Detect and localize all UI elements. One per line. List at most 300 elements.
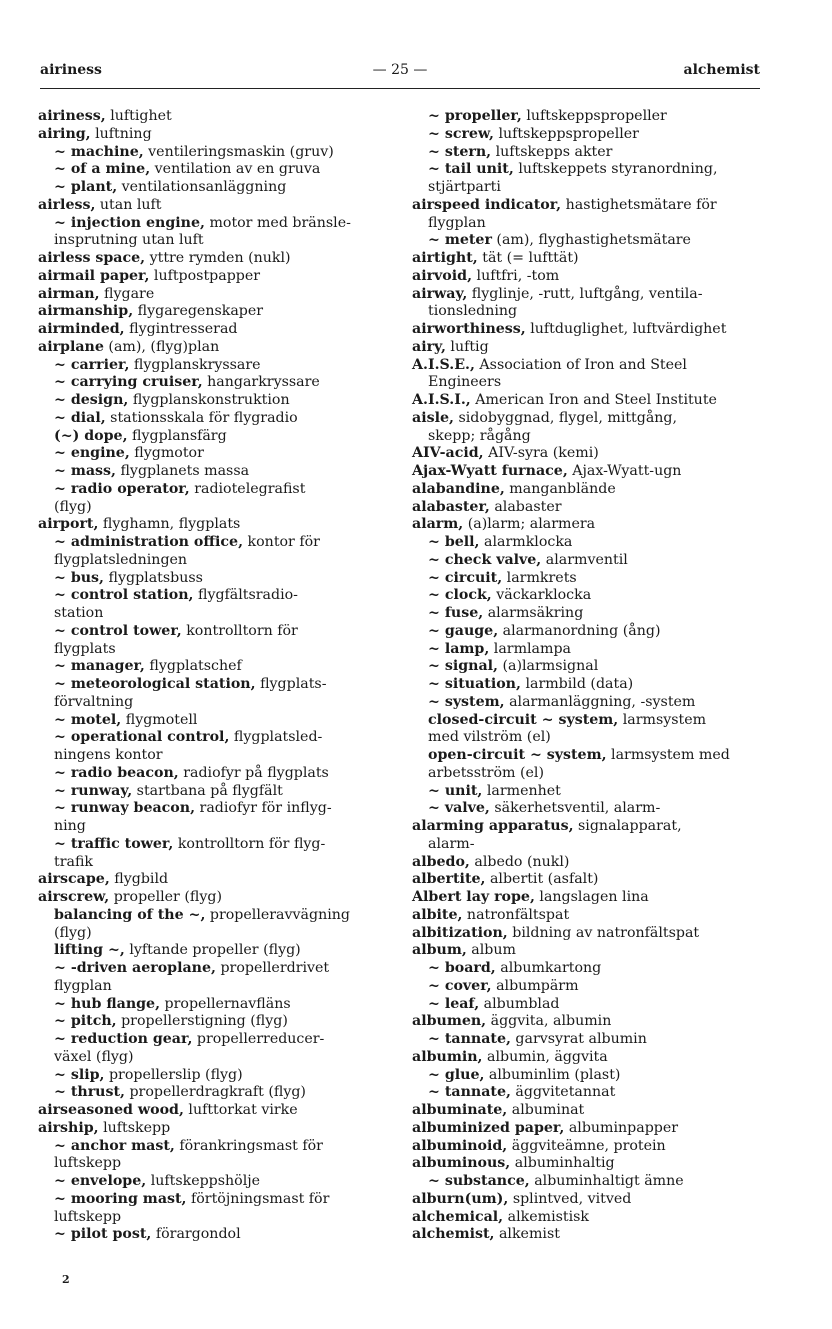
dictionary-entry bbox=[412, 463, 764, 481]
dictionary-entry bbox=[412, 1049, 764, 1067]
headword: ~ gauge, bbox=[428, 622, 499, 639]
dictionary-entry bbox=[38, 1173, 388, 1191]
dictionary-entry bbox=[38, 463, 388, 481]
translation: propellerstigning (flyg) bbox=[116, 1013, 288, 1030]
headword: ~ hub flange, bbox=[54, 995, 161, 1012]
headword: ~ meteorological station, bbox=[54, 676, 256, 692]
translation: flygplats bbox=[54, 640, 116, 657]
entry-continuation bbox=[412, 303, 764, 321]
entry-continuation bbox=[38, 854, 388, 872]
headword: albuminate, bbox=[412, 1102, 508, 1118]
translation: propellerdrivet bbox=[215, 960, 330, 976]
entry-continuation bbox=[412, 836, 764, 854]
translation: alarmanordning (ång) bbox=[498, 622, 661, 639]
headword: airmail paper, bbox=[38, 267, 150, 284]
dictionary-entry bbox=[412, 1084, 764, 1102]
dictionary-entry bbox=[412, 197, 764, 215]
dictionary-entry bbox=[412, 818, 764, 836]
dictionary-entry bbox=[38, 108, 388, 126]
translation: flygplanskryssare bbox=[129, 356, 261, 373]
dictionary-entry bbox=[412, 960, 764, 978]
translation: albumblad bbox=[479, 995, 560, 1012]
dictionary-entry bbox=[412, 676, 764, 694]
dictionary-entry bbox=[38, 1226, 388, 1244]
headword: ~ check valve, bbox=[428, 551, 542, 568]
headword: ~ tannate, bbox=[428, 1084, 511, 1101]
translation: förvaltning bbox=[54, 693, 134, 710]
dictionary-entry bbox=[412, 357, 764, 375]
headword: ~ clock, bbox=[428, 587, 492, 604]
translation: flygmotor bbox=[129, 445, 204, 462]
translation: flygplanskonstruktion bbox=[128, 392, 290, 408]
translation: äggvita, albumin bbox=[486, 1013, 612, 1030]
headword: airspeed indicator, bbox=[412, 196, 562, 213]
translation: albuminpapper bbox=[564, 1119, 679, 1136]
translation: alkemistisk bbox=[503, 1208, 590, 1225]
header-right-guideword: alchemist bbox=[683, 62, 760, 78]
entry-continuation bbox=[412, 215, 764, 233]
translation: signalapparat, bbox=[573, 818, 682, 834]
headword: airscape, bbox=[38, 871, 110, 888]
dictionary-entry bbox=[412, 126, 764, 144]
dictionary-entry bbox=[412, 1102, 764, 1120]
dictionary-entry bbox=[412, 871, 764, 889]
headword: ~ runway, bbox=[54, 782, 133, 799]
translation: propellerdragkraft (flyg) bbox=[124, 1084, 306, 1101]
headword: ~ dial, bbox=[54, 409, 106, 426]
dictionary-entry bbox=[412, 925, 764, 943]
translation: tät (= lufttät) bbox=[477, 250, 579, 266]
headword: alarm, bbox=[412, 516, 464, 533]
translation: ventilationsanläggning bbox=[117, 179, 287, 195]
dictionary-entry bbox=[412, 1226, 764, 1244]
dictionary-entry bbox=[38, 481, 388, 499]
dictionary-entry bbox=[412, 712, 764, 730]
translation: hastighetsmätare för bbox=[561, 196, 717, 213]
entry-continuation bbox=[38, 747, 388, 765]
headword: albuminoid, bbox=[412, 1137, 508, 1154]
dictionary-entry bbox=[412, 570, 764, 588]
headword: airvoid, bbox=[412, 267, 473, 284]
translation: flygplansfärg bbox=[127, 427, 227, 444]
translation: luftskepp bbox=[98, 1119, 171, 1136]
headword: alabandine, bbox=[412, 480, 505, 497]
dictionary-entry bbox=[38, 445, 388, 463]
translation: natronfältspat bbox=[462, 906, 570, 923]
headword: ~ plant, bbox=[54, 179, 118, 195]
headword: album, bbox=[412, 942, 467, 959]
headword: airiness, bbox=[38, 108, 106, 124]
dictionary-entry bbox=[38, 374, 388, 392]
headword: ~ situation, bbox=[428, 676, 521, 692]
headword: lifting ~, bbox=[54, 942, 125, 959]
header-rule bbox=[40, 88, 760, 89]
dictionary-entry bbox=[412, 694, 764, 712]
translation: AIV-syra (kemi) bbox=[483, 445, 599, 462]
headword: ~ tail unit, bbox=[428, 161, 514, 178]
headword: albumin, bbox=[412, 1048, 483, 1065]
dictionary-entry bbox=[412, 1067, 764, 1085]
translation: larmenhet bbox=[482, 782, 561, 799]
headword: ~ tannate, bbox=[428, 1031, 511, 1047]
headword: closed-circuit ~ system, bbox=[428, 711, 619, 728]
translation: flygare bbox=[99, 285, 155, 302]
dictionary-entry bbox=[38, 889, 388, 907]
entry-continuation bbox=[38, 232, 388, 250]
dictionary-entry bbox=[412, 978, 764, 996]
translation: luftpostpapper bbox=[149, 267, 261, 284]
translation: propellerslip (flyg) bbox=[104, 1066, 243, 1083]
headword: ~ propeller, bbox=[428, 108, 522, 124]
dictionary-entry bbox=[412, 552, 764, 570]
headword: airtight, bbox=[412, 250, 478, 266]
headword: ~ design, bbox=[54, 392, 129, 408]
headword: alburn(um), bbox=[412, 1190, 509, 1207]
headword: ~ screw, bbox=[428, 125, 494, 142]
translation: albuminlim (plast) bbox=[484, 1066, 621, 1083]
headword: AIV-acid, bbox=[412, 445, 484, 462]
dictionary-entry bbox=[412, 747, 764, 765]
headword: ~ leaf, bbox=[428, 995, 480, 1012]
translation: utan luft bbox=[95, 196, 162, 213]
translation: luftning bbox=[90, 125, 152, 142]
translation: luftskepp bbox=[54, 1155, 122, 1172]
headword: airseasoned wood, bbox=[38, 1102, 184, 1118]
translation: Ajax-Wyatt-ugn bbox=[567, 463, 682, 479]
translation: garvsyrat albumin bbox=[510, 1031, 647, 1047]
dictionary-entry bbox=[412, 534, 764, 552]
translation: larmlampa bbox=[489, 640, 572, 657]
translation: stjärtparti bbox=[428, 179, 501, 195]
entry-continuation bbox=[412, 428, 764, 446]
translation: kontrolltorn för flyg- bbox=[173, 835, 326, 852]
translation: flygplan bbox=[54, 977, 112, 994]
dictionary-entry bbox=[38, 907, 388, 925]
dictionary-entry bbox=[38, 996, 388, 1014]
dictionary-entry bbox=[38, 144, 388, 162]
dictionary-entry bbox=[38, 197, 388, 215]
translation: med vilström (el) bbox=[428, 729, 551, 746]
translation: hangarkryssare bbox=[202, 374, 320, 391]
dictionary-entry bbox=[412, 854, 764, 872]
translation: station bbox=[54, 605, 104, 621]
headword: ~ glue, bbox=[428, 1066, 485, 1083]
dictionary-entry bbox=[412, 499, 764, 517]
translation: flyghamn, flygplats bbox=[98, 516, 241, 533]
translation: växel (flyg) bbox=[54, 1048, 134, 1065]
translation: album bbox=[466, 942, 516, 959]
headword: airworthiness, bbox=[412, 321, 526, 337]
translation: äggviteämne, protein bbox=[507, 1137, 666, 1154]
translation: flygintresserad bbox=[124, 321, 238, 337]
headword: ~ board, bbox=[428, 960, 496, 976]
translation: förtöjningsmast för bbox=[186, 1190, 330, 1207]
translation: alarmsäkring bbox=[483, 605, 584, 621]
right-column bbox=[412, 108, 764, 1244]
translation: ventilation av en gruva bbox=[150, 161, 321, 178]
translation: kontrolltorn för bbox=[181, 622, 298, 639]
headword: airplane bbox=[38, 338, 104, 355]
headword: airing, bbox=[38, 125, 91, 142]
entry-continuation bbox=[38, 1049, 388, 1067]
dictionary-entry bbox=[38, 215, 388, 233]
translation: sidobyggnad, flygel, mittgång, bbox=[453, 409, 678, 426]
entry-continuation bbox=[38, 694, 388, 712]
entry-continuation bbox=[412, 765, 764, 783]
dictionary-entry bbox=[38, 357, 388, 375]
dictionary-entry bbox=[412, 641, 764, 659]
translation: radiofyr på flygplats bbox=[178, 764, 329, 781]
translation: lyftande propeller (flyg) bbox=[124, 942, 301, 959]
headword: ~ mooring mast, bbox=[54, 1190, 187, 1207]
headword: ~ engine, bbox=[54, 445, 130, 462]
translation: flygbild bbox=[109, 871, 169, 888]
headword: ~ of a mine, bbox=[54, 161, 151, 178]
headword: ~ pilot post, bbox=[54, 1226, 152, 1243]
translation: flygmotell bbox=[121, 711, 198, 728]
headword: ~ unit, bbox=[428, 782, 483, 799]
headword: airmanship, bbox=[38, 303, 134, 320]
dictionary-entry bbox=[38, 161, 388, 179]
translation: albertit (asfalt) bbox=[485, 871, 599, 888]
dictionary-entry bbox=[38, 942, 388, 960]
translation: larmbild (data) bbox=[520, 676, 634, 692]
headword: ~ bus, bbox=[54, 569, 104, 586]
headword: Albert lay rope, bbox=[412, 889, 535, 905]
dictionary-entry bbox=[412, 783, 764, 801]
translation: ning bbox=[54, 818, 86, 834]
headword: albitization, bbox=[412, 924, 508, 941]
headword: aisle, bbox=[412, 409, 454, 426]
dictionary-entry bbox=[412, 1013, 764, 1031]
dictionary-entry bbox=[412, 1155, 764, 1173]
entry-continuation bbox=[412, 374, 764, 392]
headword: ~ radio beacon, bbox=[54, 764, 179, 781]
headword: ~ thrust, bbox=[54, 1084, 125, 1101]
translation: bildning av natronfältspat bbox=[507, 924, 700, 941]
headword: alabaster, bbox=[412, 498, 490, 515]
translation: kontor för bbox=[243, 534, 320, 550]
translation: luftduglighet, luftvärdighet bbox=[525, 321, 727, 337]
translation: alarm- bbox=[428, 835, 475, 852]
translation: säkerhetsventil, alarm- bbox=[489, 800, 661, 817]
headword: balancing of the ~, bbox=[54, 906, 206, 923]
headword: ~ carrier, bbox=[54, 356, 130, 373]
translation: larmsystem bbox=[618, 711, 707, 728]
translation: arbetsström (el) bbox=[428, 764, 544, 781]
dictionary-entry bbox=[412, 232, 764, 250]
translation: stationsskala för flygradio bbox=[105, 409, 298, 426]
headword: ~ system, bbox=[428, 693, 505, 710]
headword: albumen, bbox=[412, 1013, 487, 1030]
translation: langslagen lina bbox=[534, 889, 649, 905]
translation: (am), flyghastighetsmätare bbox=[491, 232, 691, 249]
dictionary-entry bbox=[412, 339, 764, 357]
translation: startbana på flygfält bbox=[132, 782, 283, 799]
dictionary-entry bbox=[38, 658, 388, 676]
translation: flyglinje, -rutt, luftgång, ventila- bbox=[467, 285, 703, 302]
dictionary-entry bbox=[412, 445, 764, 463]
headword: ~ bell, bbox=[428, 534, 480, 550]
dictionary-entry bbox=[38, 765, 388, 783]
translation: alarmklocka bbox=[479, 534, 573, 550]
dictionary-entry bbox=[38, 250, 388, 268]
translation: alkemist bbox=[494, 1226, 560, 1243]
translation: alarmanläggning, -system bbox=[504, 693, 696, 710]
translation: yttre rymden (nukl) bbox=[145, 250, 291, 266]
headword: ~ operational control, bbox=[54, 729, 230, 746]
entry-continuation bbox=[38, 499, 388, 517]
translation: albuminhaltigt ämne bbox=[529, 1173, 684, 1189]
dictionary-entry bbox=[38, 800, 388, 818]
dictionary-entry bbox=[38, 1067, 388, 1085]
translation: radiofyr för inflyg- bbox=[195, 800, 332, 817]
headword: albite, bbox=[412, 906, 463, 923]
translation: American Iron and Steel Institute bbox=[470, 392, 717, 408]
translation: flygplatschef bbox=[144, 658, 242, 675]
translation: splintved, vitved bbox=[508, 1190, 632, 1207]
headword: ~ cover, bbox=[428, 977, 492, 994]
dictionary-entry bbox=[38, 516, 388, 534]
headword: airless space, bbox=[38, 250, 146, 266]
dictionary-entry bbox=[412, 1138, 764, 1156]
translation: (am), (flyg)plan bbox=[103, 338, 220, 355]
translation: väckarklocka bbox=[491, 587, 592, 604]
translation: flygplatsledningen bbox=[54, 551, 188, 568]
dictionary-entry bbox=[412, 623, 764, 641]
translation: förankringsmast för bbox=[174, 1137, 323, 1154]
headword: ~ lamp, bbox=[428, 640, 490, 657]
dictionary-entry bbox=[412, 1031, 764, 1049]
translation: luftskepp bbox=[54, 1208, 122, 1225]
translation: luftskepps akter bbox=[491, 143, 613, 160]
dictionary-entry bbox=[38, 126, 388, 144]
entry-continuation bbox=[38, 641, 388, 659]
translation: ventileringsmaskin (gruv) bbox=[143, 143, 334, 160]
headword: ~ fuse, bbox=[428, 605, 484, 621]
dictionary-entry bbox=[38, 783, 388, 801]
dictionary-entry bbox=[38, 1191, 388, 1209]
headword: airman, bbox=[38, 285, 100, 302]
headword: airport, bbox=[38, 516, 99, 533]
translation: albuminhaltig bbox=[510, 1155, 615, 1172]
dictionary-entry bbox=[412, 410, 764, 428]
headword: ~ mass, bbox=[54, 463, 116, 479]
translation: (a)larm; alarmera bbox=[463, 516, 596, 533]
headword: ~ stern, bbox=[428, 143, 492, 160]
headword: airscrew, bbox=[38, 889, 110, 905]
headword: ~ traffic tower, bbox=[54, 835, 174, 852]
dictionary-entry bbox=[412, 889, 764, 907]
dictionary-entry bbox=[38, 392, 388, 410]
headword: albuminized paper, bbox=[412, 1119, 565, 1136]
dictionary-entry bbox=[412, 942, 764, 960]
entry-continuation bbox=[38, 1209, 388, 1227]
dictionary-entry bbox=[412, 392, 764, 410]
translation: flygfältsradio- bbox=[193, 587, 298, 604]
dictionary-entry bbox=[38, 1102, 388, 1120]
dictionary-entry bbox=[38, 570, 388, 588]
translation: albumin, äggvita bbox=[482, 1048, 608, 1065]
dictionary-entry bbox=[412, 907, 764, 925]
translation: alabaster bbox=[489, 498, 562, 515]
headword: ~ envelope, bbox=[54, 1173, 147, 1189]
headword: (~) dope, bbox=[54, 427, 128, 444]
translation: manganblände bbox=[504, 480, 616, 497]
headword: A.I.S.I., bbox=[412, 392, 471, 408]
entry-continuation bbox=[38, 605, 388, 623]
dictionary-entry bbox=[38, 623, 388, 641]
translation: insprutning utan luft bbox=[54, 232, 204, 249]
entry-continuation bbox=[412, 179, 764, 197]
headword: alchemical, bbox=[412, 1208, 504, 1225]
dictionary-entry bbox=[38, 1013, 388, 1031]
headword: ~ motel, bbox=[54, 711, 122, 728]
headword: ~ anchor mast, bbox=[54, 1137, 175, 1154]
headword: ~ circuit, bbox=[428, 569, 503, 586]
translation: albuminat bbox=[507, 1102, 585, 1118]
headword: ~ administration office, bbox=[54, 534, 244, 550]
headword: alarming apparatus, bbox=[412, 818, 574, 834]
headword: ~ injection engine, bbox=[54, 214, 205, 231]
dictionary-entry bbox=[38, 1120, 388, 1138]
headword: airy, bbox=[412, 338, 446, 355]
headword: ~ machine, bbox=[54, 143, 144, 160]
headword: airship, bbox=[38, 1119, 99, 1136]
header-page-number: — 25 — bbox=[372, 62, 428, 78]
translation: (flyg) bbox=[54, 498, 92, 515]
translation: larmkrets bbox=[502, 569, 577, 586]
translation: Engineers bbox=[428, 374, 502, 391]
headword: ~ control tower, bbox=[54, 622, 182, 639]
dictionary-entry bbox=[412, 1120, 764, 1138]
translation: äggvitetannat bbox=[510, 1084, 616, 1101]
dictionary-entry bbox=[412, 658, 764, 676]
translation: (flyg) bbox=[54, 924, 92, 941]
dictionary-entry bbox=[38, 303, 388, 321]
dictionary-entry bbox=[38, 321, 388, 339]
translation: lufttorkat virke bbox=[183, 1102, 298, 1118]
translation: flygplatsbuss bbox=[104, 569, 203, 586]
translation: larmsystem med bbox=[606, 747, 730, 763]
headword: ~ pitch, bbox=[54, 1013, 117, 1030]
dictionary-entry bbox=[412, 108, 764, 126]
translation: trafik bbox=[54, 853, 94, 870]
headword: ~ manager, bbox=[54, 658, 145, 675]
translation: propelleravvägning bbox=[205, 906, 350, 923]
headword: ~ valve, bbox=[428, 800, 490, 817]
translation: luftfri, -tom bbox=[472, 267, 560, 284]
headword: ~ meter bbox=[428, 232, 492, 249]
entry-continuation bbox=[38, 978, 388, 996]
headword: airless, bbox=[38, 196, 96, 213]
translation: flygplats- bbox=[255, 676, 327, 692]
translation: albumpärm bbox=[491, 977, 579, 994]
translation: flygplanets massa bbox=[115, 463, 250, 479]
headword: Ajax-Wyatt furnace, bbox=[412, 463, 568, 479]
headword: ~ control station, bbox=[54, 587, 194, 604]
dictionary-entry bbox=[412, 1173, 764, 1191]
translation: (a)larmsignal bbox=[497, 658, 599, 675]
left-column bbox=[38, 108, 388, 1244]
dictionary-entry bbox=[412, 268, 764, 286]
translation: luftskeppets styranordning, bbox=[513, 161, 718, 178]
headword: airway, bbox=[412, 285, 468, 302]
translation: flygplan bbox=[428, 214, 486, 231]
dictionary-entry bbox=[412, 481, 764, 499]
translation: albumkartong bbox=[495, 960, 602, 976]
headword: ~ -driven aeroplane, bbox=[54, 960, 216, 976]
